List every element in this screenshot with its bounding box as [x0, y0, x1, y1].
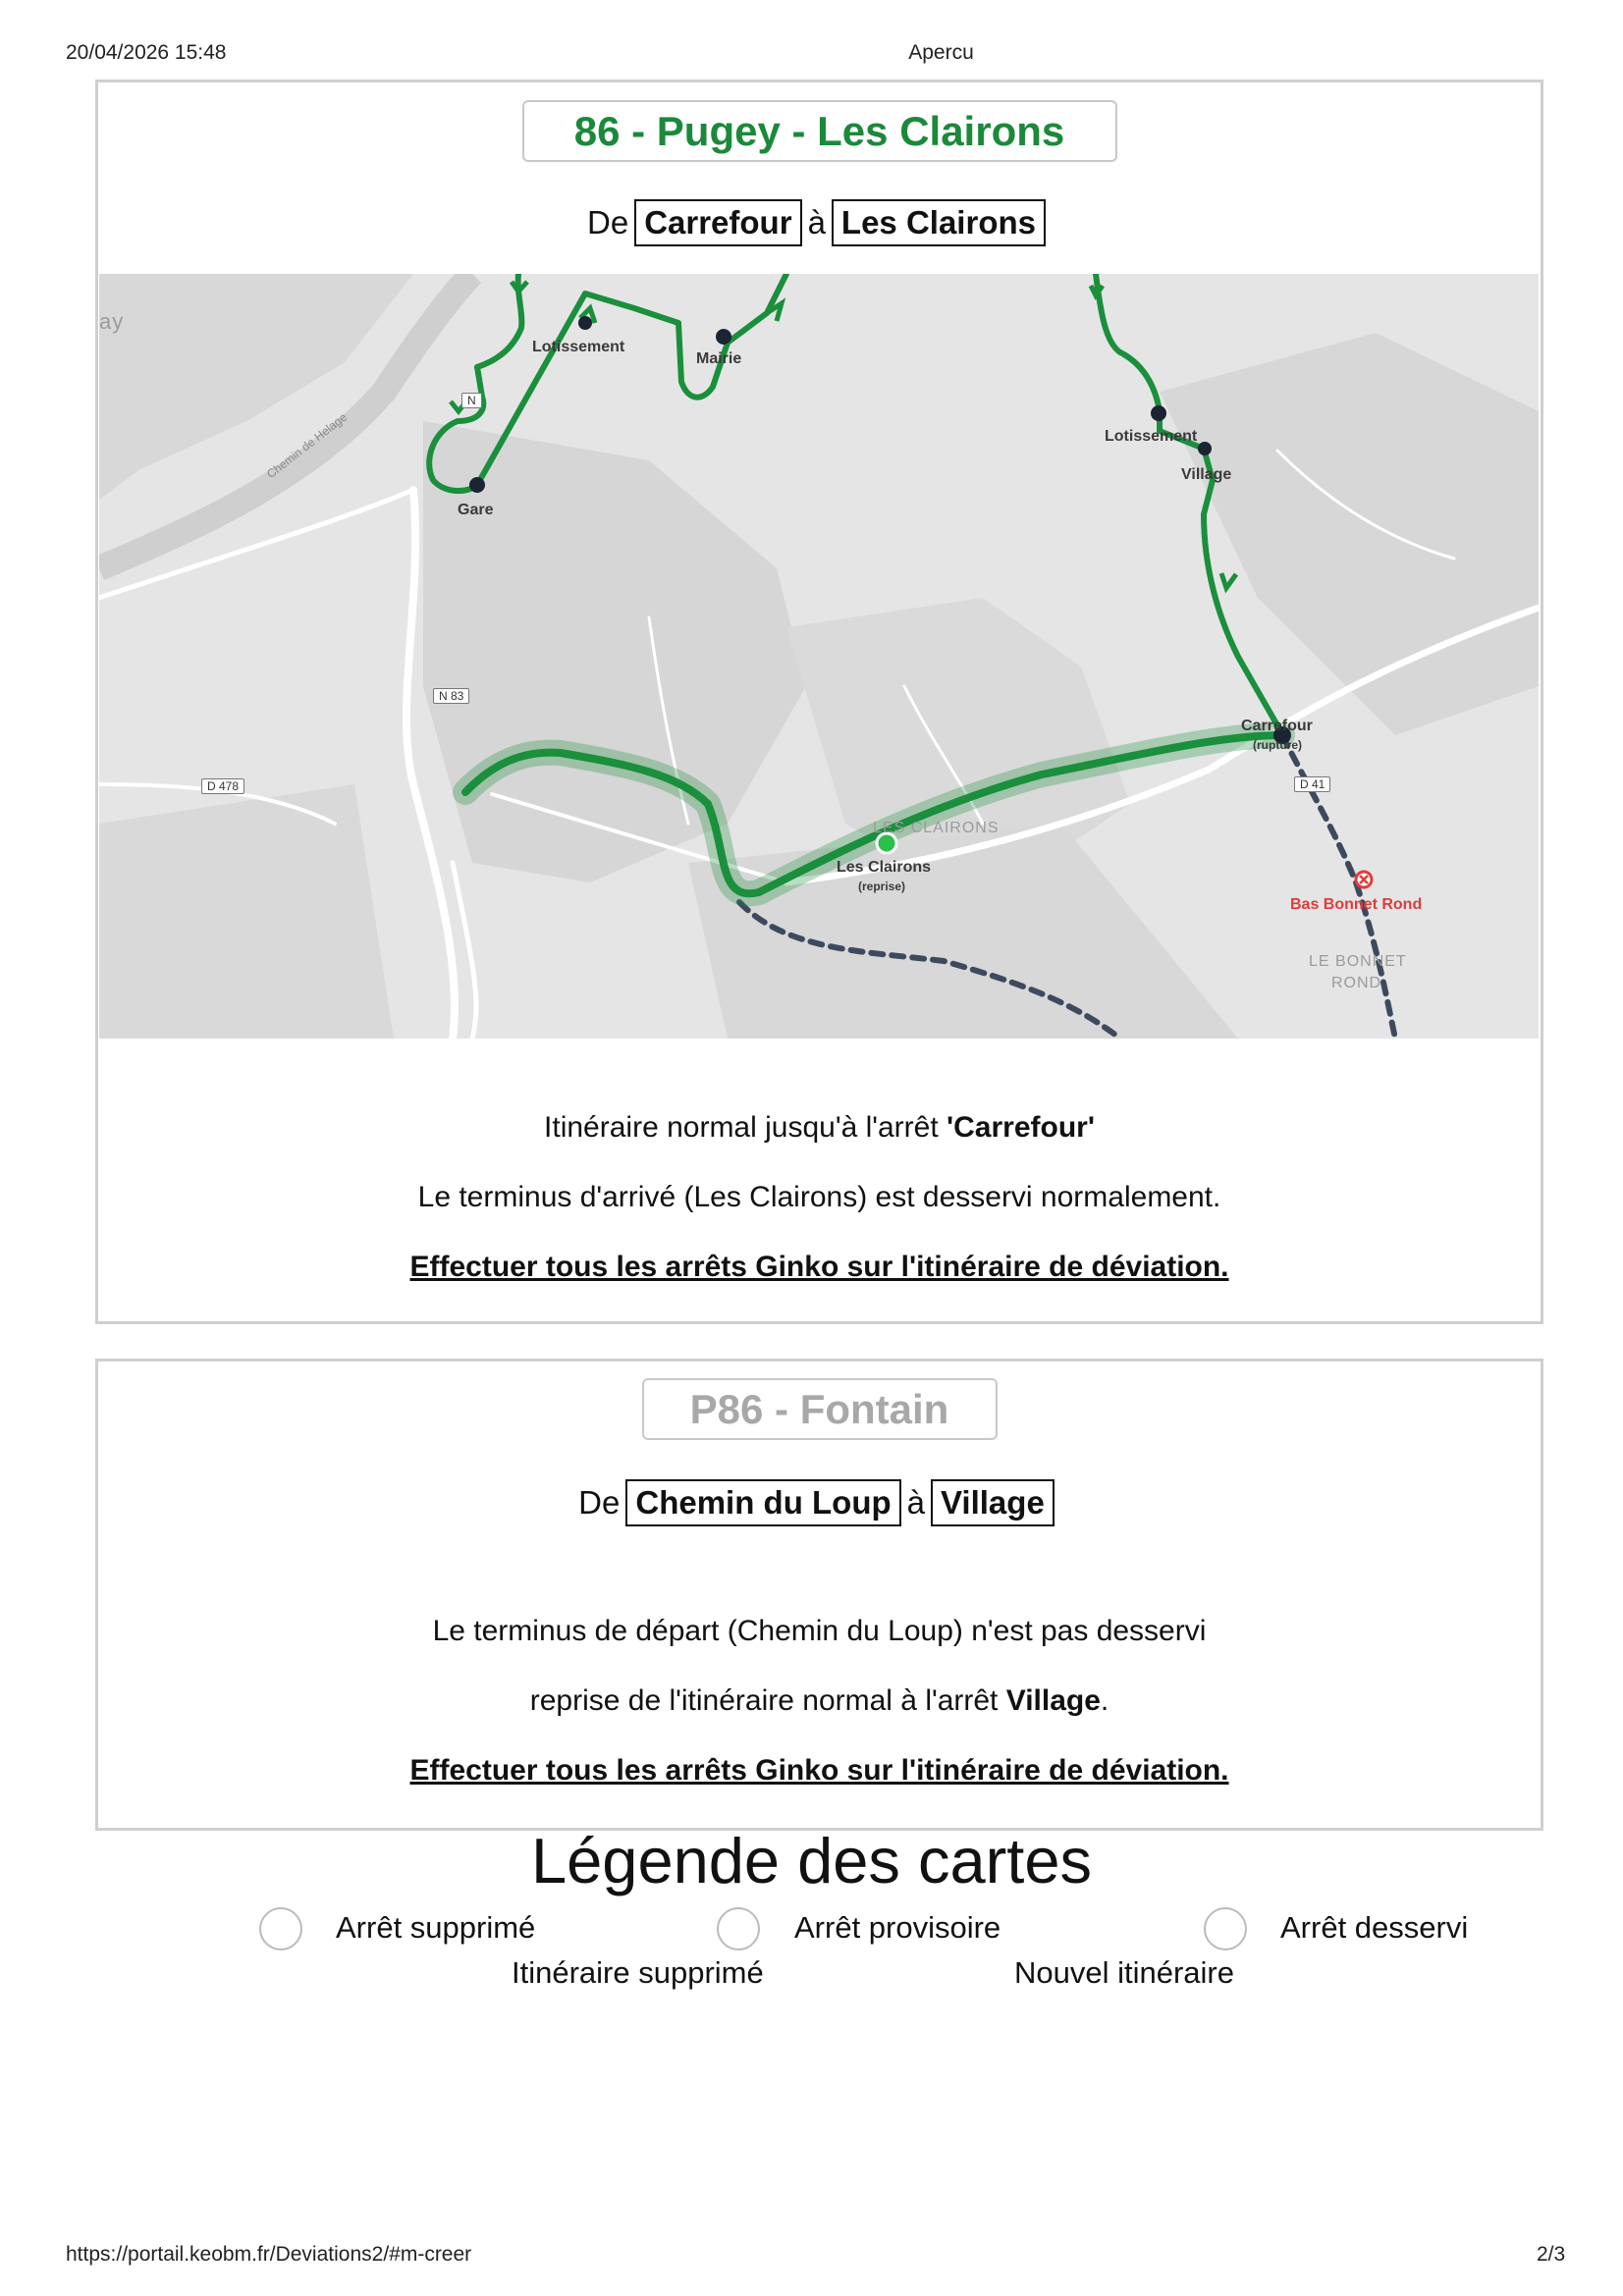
legend-served-stop-icon	[1204, 1907, 1247, 1950]
message-instruction: Effectuer tous les arrêts Ginko sur l'itinéraire de déviation.	[409, 1754, 1229, 1787]
stop-label-lotissement-2: Lotissement	[1105, 428, 1198, 445]
stop-label-bas-bonnet-rond: Bas Bonnet Rond	[1290, 896, 1423, 913]
route-from-to	[98, 199, 1541, 246]
legend-item-served-stop: Arrêt desservi	[1280, 1910, 1469, 1945]
area-label-le-bonnet: LE BONNET	[1309, 953, 1407, 970]
stop-label-mairie: Mairie	[696, 350, 742, 367]
message-reprise: reprise de l'itinéraire normal à l'arrêt Village.	[529, 1684, 1109, 1717]
map-canvas	[99, 274, 1539, 1039]
stop-label-carrefour: Carrefour	[1241, 718, 1313, 734]
road-label-d478: D 478	[201, 778, 244, 794]
print-url: https://portail.keobm.fr/Deviations2/#m-creer	[66, 2243, 472, 2266]
area-label-les-clairons: LES CLAIRONS	[873, 820, 1000, 836]
message-terminus: Le terminus d'arrivé (Les Clairons) est desservi normalement.	[417, 1181, 1221, 1213]
deviation-card-p86	[95, 1359, 1543, 1831]
to-stop: Village	[931, 1479, 1055, 1526]
stop-label-gare: Gare	[458, 502, 494, 518]
road-label-n: N	[461, 393, 482, 408]
deviation-map[interactable]	[99, 274, 1539, 1039]
to-stop: Les Clairons	[832, 199, 1046, 246]
stop-label-les-clairons: Les Clairons	[837, 859, 932, 876]
from-stop: Carrefour	[634, 199, 801, 246]
stop-label-lotissement-1: Lotissement	[532, 339, 625, 355]
from-label: De	[587, 204, 629, 240]
road-label-chemin: Chemin de Helage	[264, 409, 350, 482]
road-label-n83: N 83	[433, 688, 469, 704]
stop-note-reprise: (reprise)	[858, 880, 906, 893]
legend-item-deleted-route: Itinéraire supprimé	[512, 1955, 764, 1990]
print-datetime: 20/04/2026 15:48	[66, 41, 227, 64]
print-title: Apercu	[908, 41, 974, 64]
from-stop: Chemin du Loup	[625, 1479, 900, 1526]
stop-label-village: Village	[1181, 466, 1232, 483]
line-title: P86 - Fontain	[642, 1378, 998, 1440]
legend-temporary-stop-icon	[717, 1907, 760, 1950]
message-stop-name: 'Carrefour'	[947, 1111, 1095, 1144]
message-instruction: Effectuer tous les arrêts Ginko sur l'itinéraire de déviation.	[409, 1251, 1229, 1283]
to-label: à	[807, 204, 826, 240]
route-from-to	[98, 1479, 1541, 1526]
stop-note-rupture: (rupture)	[1253, 738, 1302, 752]
map-town-edge: ay	[99, 309, 125, 334]
page-number: 2/3	[1537, 2243, 1566, 2266]
message-stop-name: Village	[1005, 1684, 1101, 1717]
legend-deleted-stop-icon	[259, 1907, 302, 1950]
road-label-d41: D 41	[1294, 776, 1330, 792]
from-label: De	[578, 1484, 621, 1521]
legend-item-deleted-stop: Arrêt supprimé	[336, 1910, 536, 1945]
legend-item-new-route: Nouvel itinéraire	[1014, 1955, 1234, 1990]
line-title: 86 - Pugey - Les Clairons	[522, 100, 1117, 162]
message-normal-route: Itinéraire normal jusqu'à l'arrêt 'Carrefour'	[544, 1111, 1095, 1144]
message-terminus: Le terminus de départ (Chemin du Loup) n'est pas desservi	[432, 1615, 1207, 1647]
legend-title: Légende des cartes	[531, 1825, 1092, 1896]
area-label-rond: ROND	[1331, 975, 1382, 991]
legend-item-temporary-stop: Arrêt provisoire	[794, 1910, 1001, 1945]
to-label: à	[906, 1484, 926, 1521]
